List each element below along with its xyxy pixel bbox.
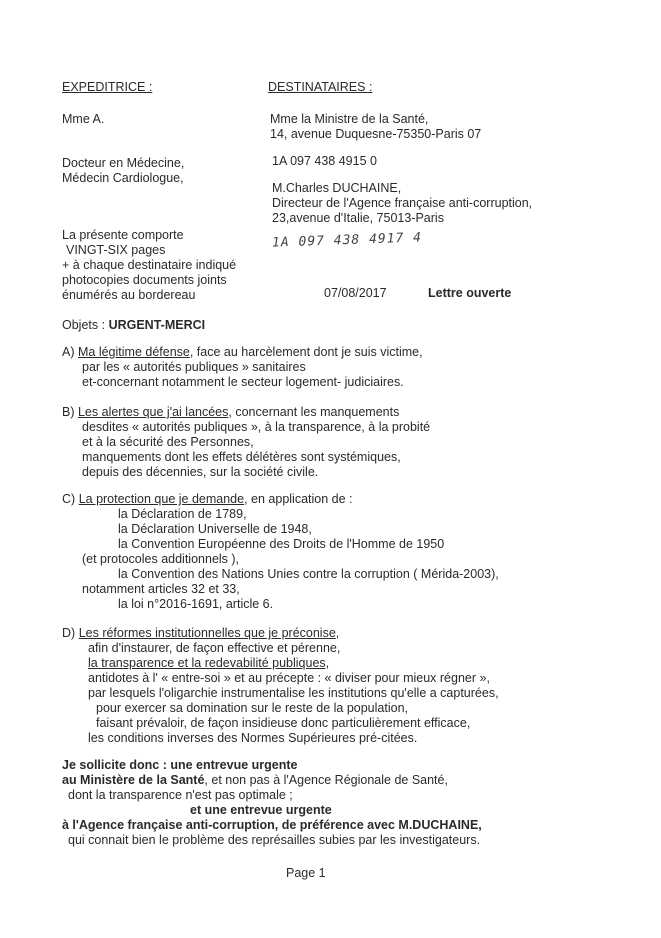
enclosure-line3: + à chaque destinataire indiqué <box>62 258 237 272</box>
recipient2-tracking-handwritten: 1A 097 438 4917 4 <box>271 230 423 251</box>
section-d <box>62 626 499 746</box>
section-c-line4: la Convention Européenne des Droits de l'Homme de 1950 <box>118 537 445 551</box>
section-a <box>62 345 423 390</box>
recipients-heading: DESTINATAIRES : <box>268 80 373 94</box>
section-c-letter: C) <box>62 492 76 506</box>
section-a-line1: , face au harcèlement dont je suis victime, <box>189 345 423 359</box>
objects-value: URGENT-MERCI <box>108 318 206 332</box>
section-b-line5: depuis des décennies, sur la société civile. <box>82 465 319 479</box>
request-line6: qui connait bien le problème des représailles subies par les investigateurs. <box>68 833 481 847</box>
section-c-title: La protection que je demande <box>78 492 245 506</box>
page-number: Page 1 <box>286 866 326 880</box>
sender-heading: EXPEDITRICE : <box>62 80 153 94</box>
section-c <box>62 492 499 612</box>
request-block <box>62 758 482 848</box>
request-line2-bold: au Ministère de la Santé <box>62 773 205 787</box>
recipient1-line2: 14, avenue Duquesne-75350-Paris 07 <box>270 127 482 141</box>
enclosure-note <box>62 228 236 303</box>
section-d-line5: par lesquels l'oligarchie instrumentalise les institutions qu'elle a capturées, <box>88 686 499 700</box>
section-b-line2: desdites « autorités publiques », à la transparence, à la probité <box>82 420 431 434</box>
sender-title-1: Docteur en Médecine, <box>62 156 185 170</box>
request-line4: et une entrevue urgente <box>190 803 332 817</box>
section-c-line1: , en application de : <box>244 492 353 506</box>
section-c-line2: la Déclaration de 1789, <box>118 507 247 521</box>
objects-line <box>62 318 205 333</box>
section-c-line7: notamment articles 32 et 33, <box>82 582 240 596</box>
request-line5: à l'Agence française anti-corruption, de préférence avec M.DUCHAINE, <box>62 818 482 832</box>
section-d-line3: la transparence et la redevabilité publiques, <box>88 656 330 670</box>
recipient2-line3: 23,avenue d'Italie, 75013-Paris <box>272 211 444 225</box>
section-a-letter: A) <box>62 345 75 359</box>
section-b-line3: et à la sécurité des Personnes, <box>82 435 254 449</box>
enclosure-line5: énumérés au bordereau <box>62 288 196 302</box>
section-c-line5: (et protocoles additionnels ), <box>82 552 240 566</box>
section-d-title: Les réformes institutionnelles que je préconise <box>78 626 336 640</box>
section-d-letter: D) <box>62 626 76 640</box>
recipient2-line1: M.Charles DUCHAINE, <box>272 181 402 195</box>
section-a-line2: par les « autorités publiques » sanitaires <box>82 360 306 374</box>
letter-type: Lettre ouverte <box>428 286 512 300</box>
section-d-line8: les conditions inverses des Normes Supérieures pré-citées. <box>88 731 418 745</box>
section-d-line1: , <box>335 626 340 640</box>
section-b-line1: , concernant les manquements <box>228 405 400 419</box>
section-c-line8: la loi n°2016-1691, article 6. <box>118 597 274 611</box>
recipient2-line2: Directeur de l'Agence française anti-corruption, <box>272 196 533 210</box>
enclosure-line2: VINGT-SIX pages <box>66 243 166 257</box>
request-line3: dont la transparence n'est pas optimale ; <box>68 788 293 802</box>
request-line2-rest: , et non pas à l'Agence Régionale de Santé, <box>204 773 448 787</box>
section-d-line4: antidotes à l' « entre-soi » et au précepte : « diviser pour mieux régner », <box>88 671 490 685</box>
section-c-line3: la Déclaration Universelle de 1948, <box>118 522 312 536</box>
request-line1: Je sollicite donc : une entrevue urgente <box>62 758 298 772</box>
section-b-letter: B) <box>62 405 75 419</box>
objects-label: Objets : <box>62 318 106 332</box>
section-d-line6: pour exercer sa domination sur le reste de la population, <box>96 701 408 715</box>
section-c-line6: la Convention des Nations Unies contre la corruption ( Mérida-2003), <box>118 567 499 581</box>
recipient1-line1: Mme la Ministre de la Santé, <box>270 112 429 126</box>
section-d-line2: afin d'instaurer, de façon effective et pérenne, <box>88 641 341 655</box>
sender-title-2: Médecin Cardiologue, <box>62 171 184 185</box>
enclosure-line1: La présente comporte <box>62 228 184 242</box>
letter-date: 07/08/2017 <box>324 286 387 300</box>
enclosure-line4: photocopies documents joints <box>62 273 227 287</box>
section-a-title: Ma légitime défense <box>77 345 190 359</box>
section-b-line4: manquements dont les effets délétères sont systémiques, <box>82 450 401 464</box>
section-d-line7: faisant prévaloir, de façon insidieuse donc particulièrement efficace, <box>96 716 471 730</box>
section-b <box>62 405 430 480</box>
section-b-title: Les alertes que j'ai lancées <box>77 405 229 419</box>
sender-name: Mme A. <box>62 112 105 126</box>
section-a-line3: et-concernant notamment le secteur logement- judiciaires. <box>82 375 404 389</box>
recipient1-tracking: 1A 097 438 4915 0 <box>272 154 377 168</box>
